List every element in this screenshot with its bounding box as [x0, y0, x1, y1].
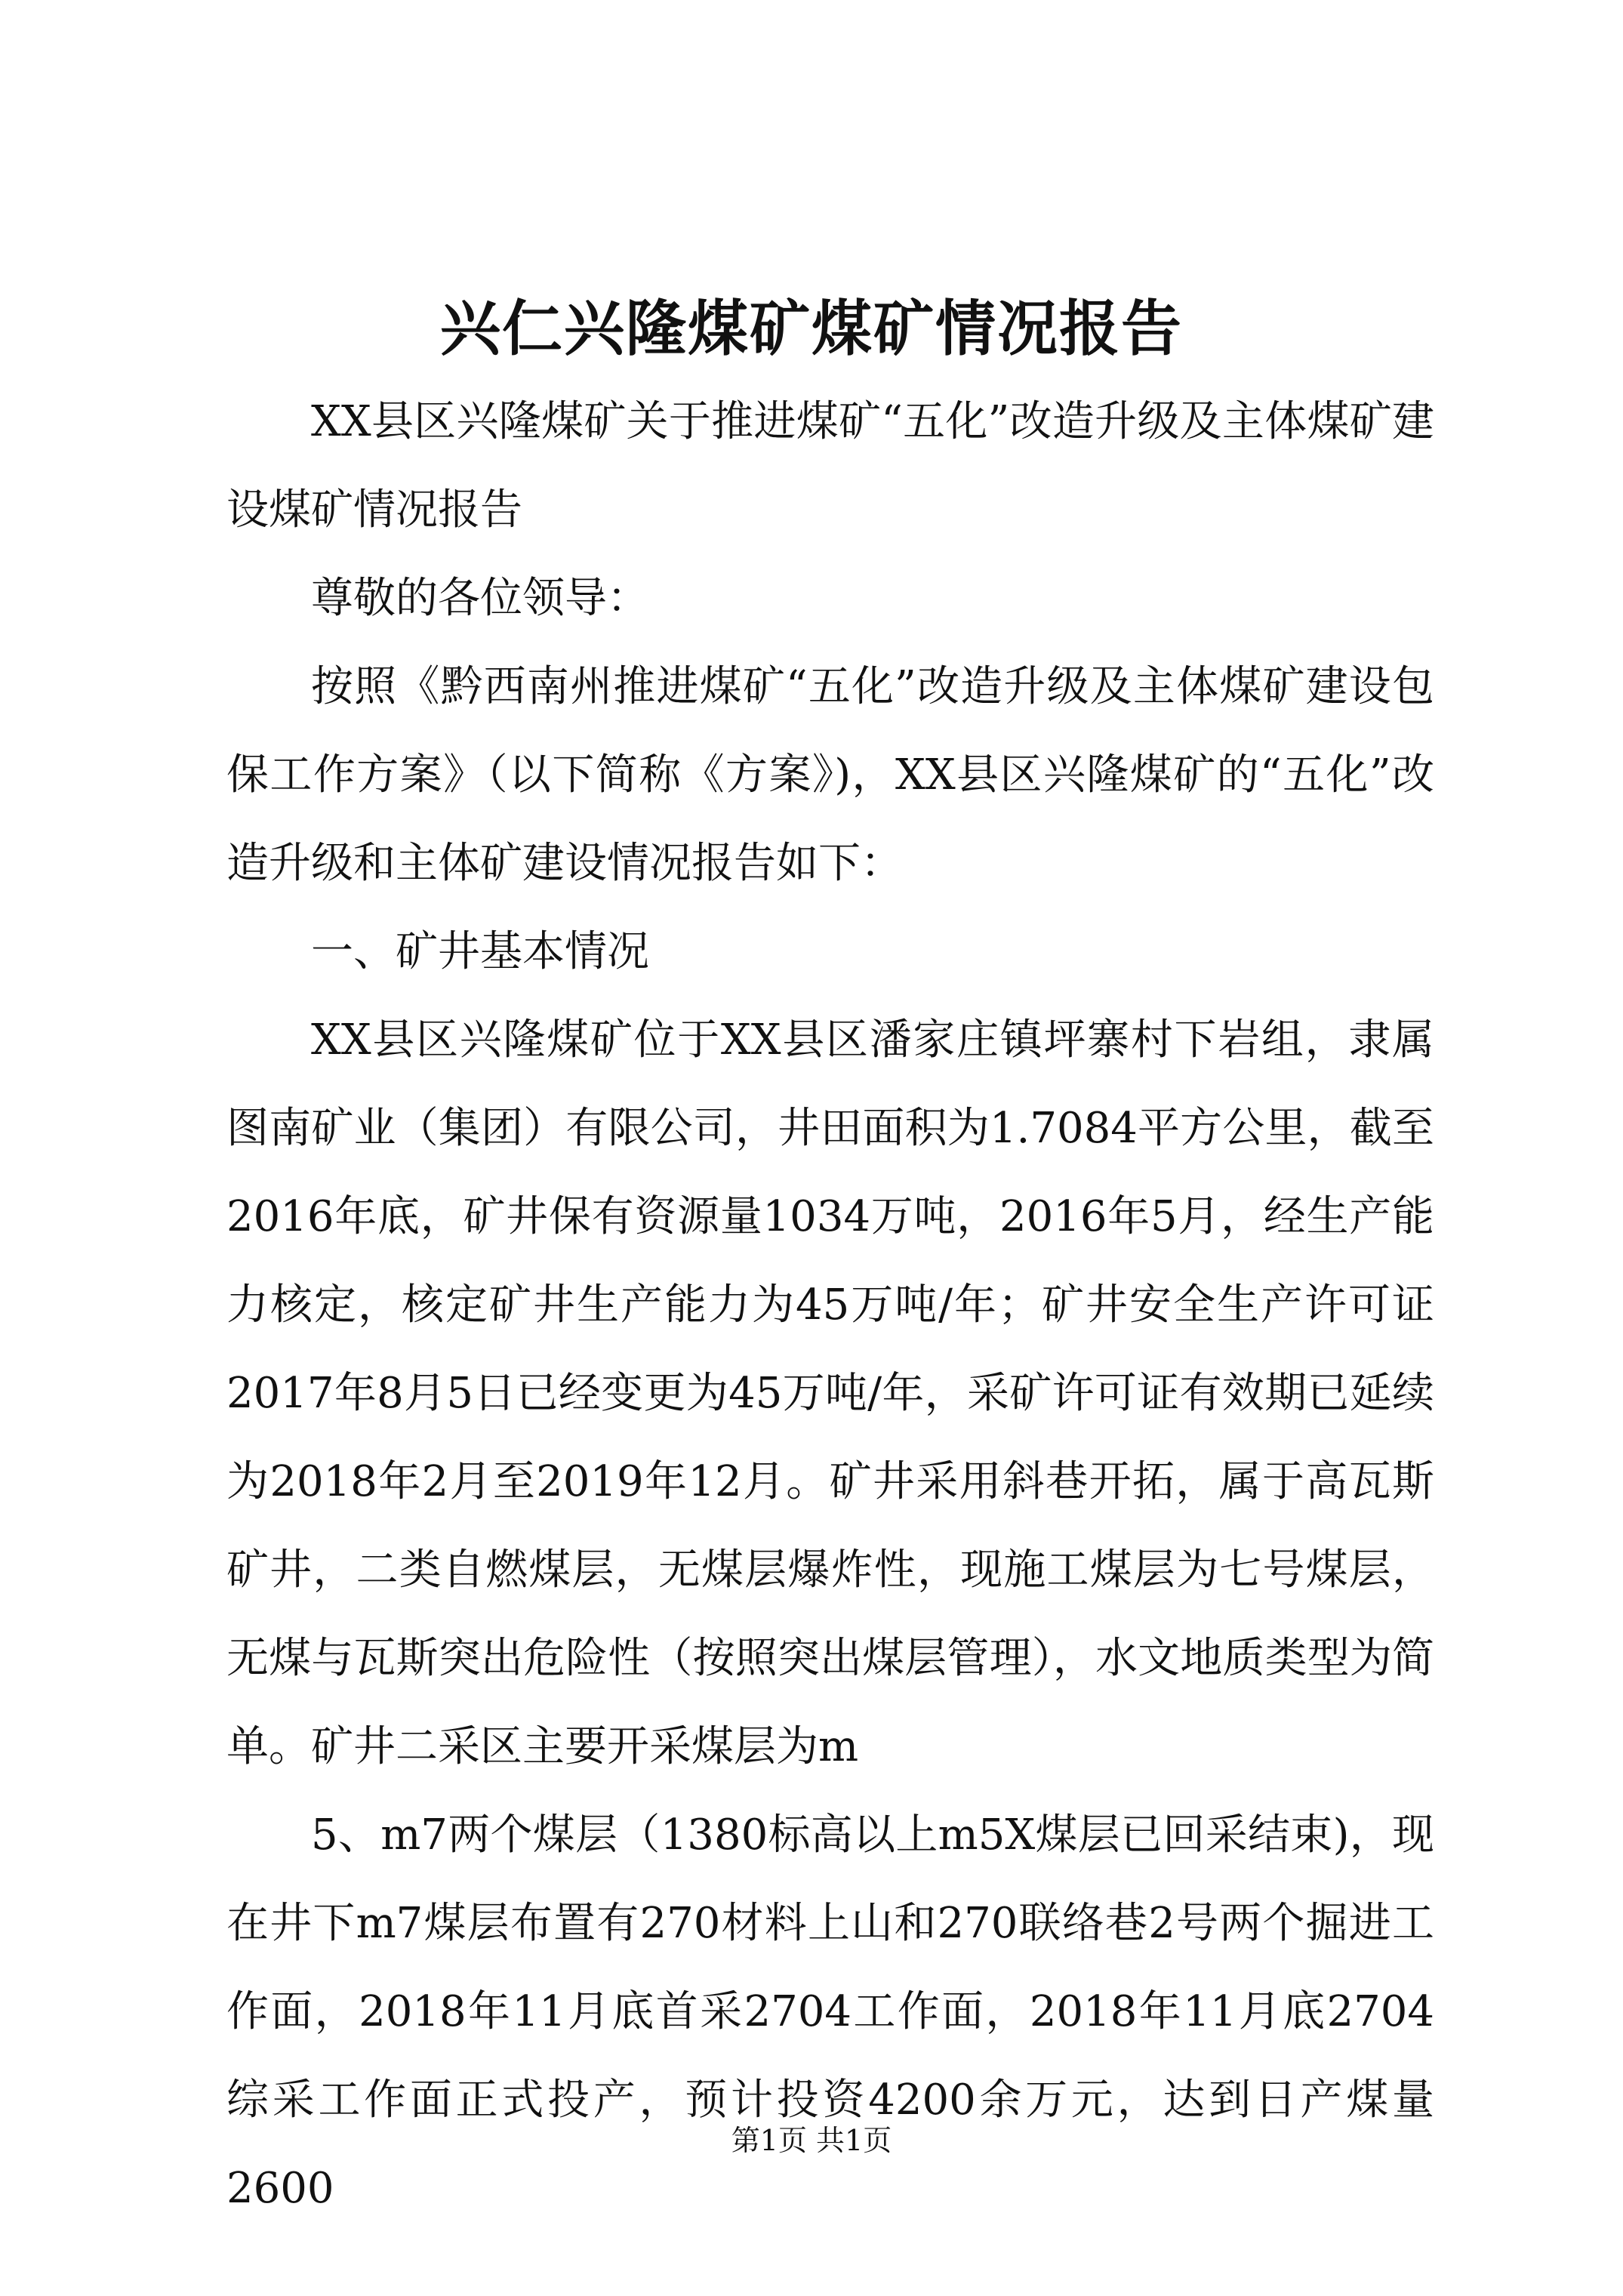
document-body	[226, 378, 1434, 2233]
paragraph-intro: 按照《黔西南州推进煤矿“五化”改造升级及主体煤矿建设包保工作方案》（以下简称《方案》)，XX县区兴隆煤矿的“五化”改造升级和主体矿建设情况报告如下：	[226, 662, 1434, 888]
page-footer: 第1页 共1页	[731, 2124, 892, 2157]
paragraph-subtitle: XX县区兴隆煤矿关于推进煤矿“五化”改造升级及主体煤矿建设煤矿情况报告	[226, 397, 1434, 535]
paragraph-salutation: 尊敬的各位领导：	[311, 574, 649, 623]
paragraph-coal-seams: 5、m7两个煤层（1380标高以上m5X煤层已回采结束)，现在井下m7煤层布置有270材料上山和270联络巷2号两个掘进工作面，2018年11月底首采2704工作面，2018年11月底2704综采工作面正式投产，预计投资4200余万元，达到日产煤量2600	[226, 1811, 1434, 2213]
document-title: 兴仁兴隆煤矿煤矿情况报告	[440, 293, 1183, 364]
section-heading: 一、矿井基本情况	[311, 927, 649, 976]
paragraph-mine-overview: XX县区兴隆煤矿位于XX县区潘家庄镇坪寨村下岩组，隶属图南矿业（集团）有限公司，井田面积为1.7084平方公里，截至2016年底，矿井保有资源量1034万吨，2016年5月，经生产能力核定，核定矿井生产能力为45万吨/年；矿井安全生产许可证2017年8月5日已经变更为45万吨/年，采矿许可证有效期已延续为2018年2月至2019年12月。矿井采用斜巷开拓，属于高瓦斯矿井，二类自燃煤层，无煤层爆炸性，现施工煤层为七号煤层，无煤与瓦斯突出危险性（按照突出煤层管理），水文地质类型为简单。矿井二采区主要开采煤层为m	[226, 1015, 1434, 1771]
